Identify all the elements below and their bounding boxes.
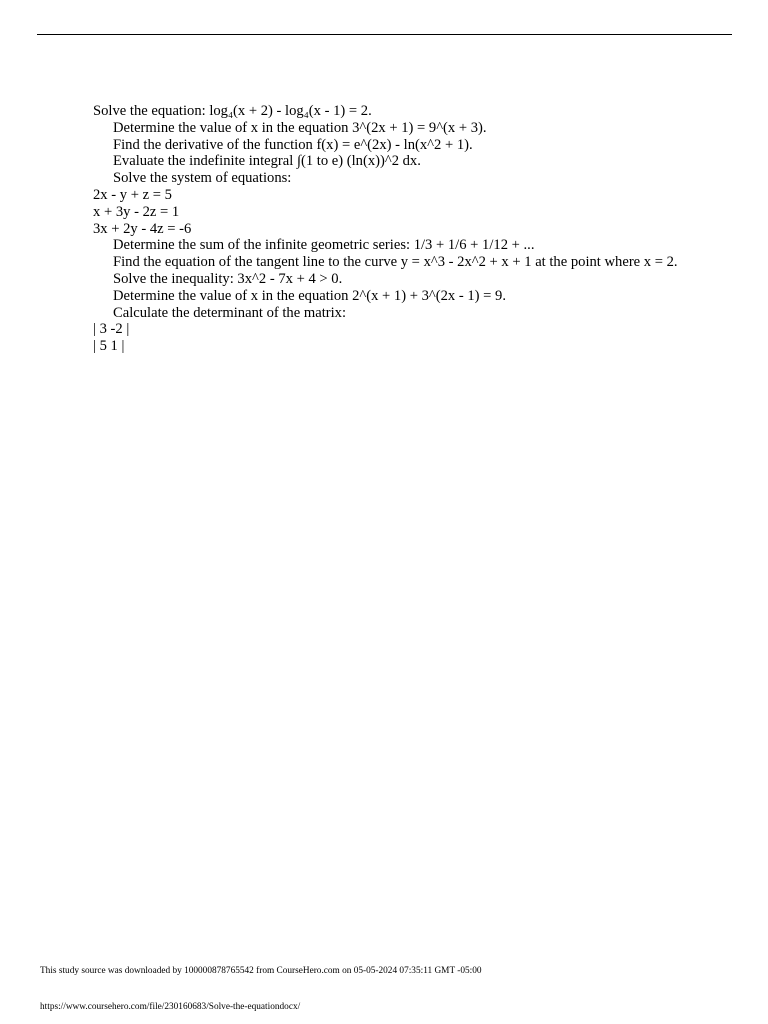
problem-exponential-equation: Determine the value of x in the equation 3^(2x + 1) = 9^(x + 3). bbox=[113, 119, 487, 136]
problem-integral: Evaluate the indefinite integral ∫(1 to e) (ln(x))^2 dx. bbox=[113, 153, 421, 170]
matrix-row-1: | 3 -2 | bbox=[93, 321, 130, 338]
problem-geometric-series: Determine the sum of the infinite geometric series: 1/3 + 1/6 + 1/12 + ... bbox=[113, 237, 535, 254]
matrix-row-2: | 5 1 | bbox=[93, 338, 125, 355]
source-url: https://www.coursehero.com/file/230160683/Solve-the-equationdocx/ bbox=[40, 1002, 301, 1012]
header-divider bbox=[37, 34, 732, 35]
problem-system-heading: Solve the system of equations: bbox=[113, 170, 292, 187]
download-source-note: This study source was downloaded by 100000878765542 from CourseHero.com on 05-05-2024 07:35:11 GMT -05:00 bbox=[40, 966, 482, 976]
system-equation-2: x + 3y - 2z = 1 bbox=[93, 203, 180, 220]
problem-determinant-heading: Calculate the determinant of the matrix: bbox=[113, 304, 347, 321]
problem-exponential-sum: Determine the value of x in the equation 2^(x + 1) + 3^(2x - 1) = 9. bbox=[113, 287, 506, 304]
problem-tangent-line: Find the equation of the tangent line to the curve y = x^3 - 2x^2 + x + 1 at the point where x = 2. bbox=[113, 254, 678, 271]
system-equation-3: 3x + 2y - 4z = -6 bbox=[93, 220, 192, 237]
problem-log-equation: Solve the equation: log₄(x + 2) - log₄(x - 1) = 2. bbox=[93, 103, 372, 119]
problem-derivative: Find the derivative of the function f(x) = e^(2x) - ln(x^2 + 1). bbox=[113, 136, 473, 153]
system-equation-1: 2x - y + z = 5 bbox=[93, 186, 172, 203]
document-body bbox=[93, 103, 683, 355]
problem-inequality: Solve the inequality: 3x^2 - 7x + 4 > 0. bbox=[113, 270, 343, 287]
